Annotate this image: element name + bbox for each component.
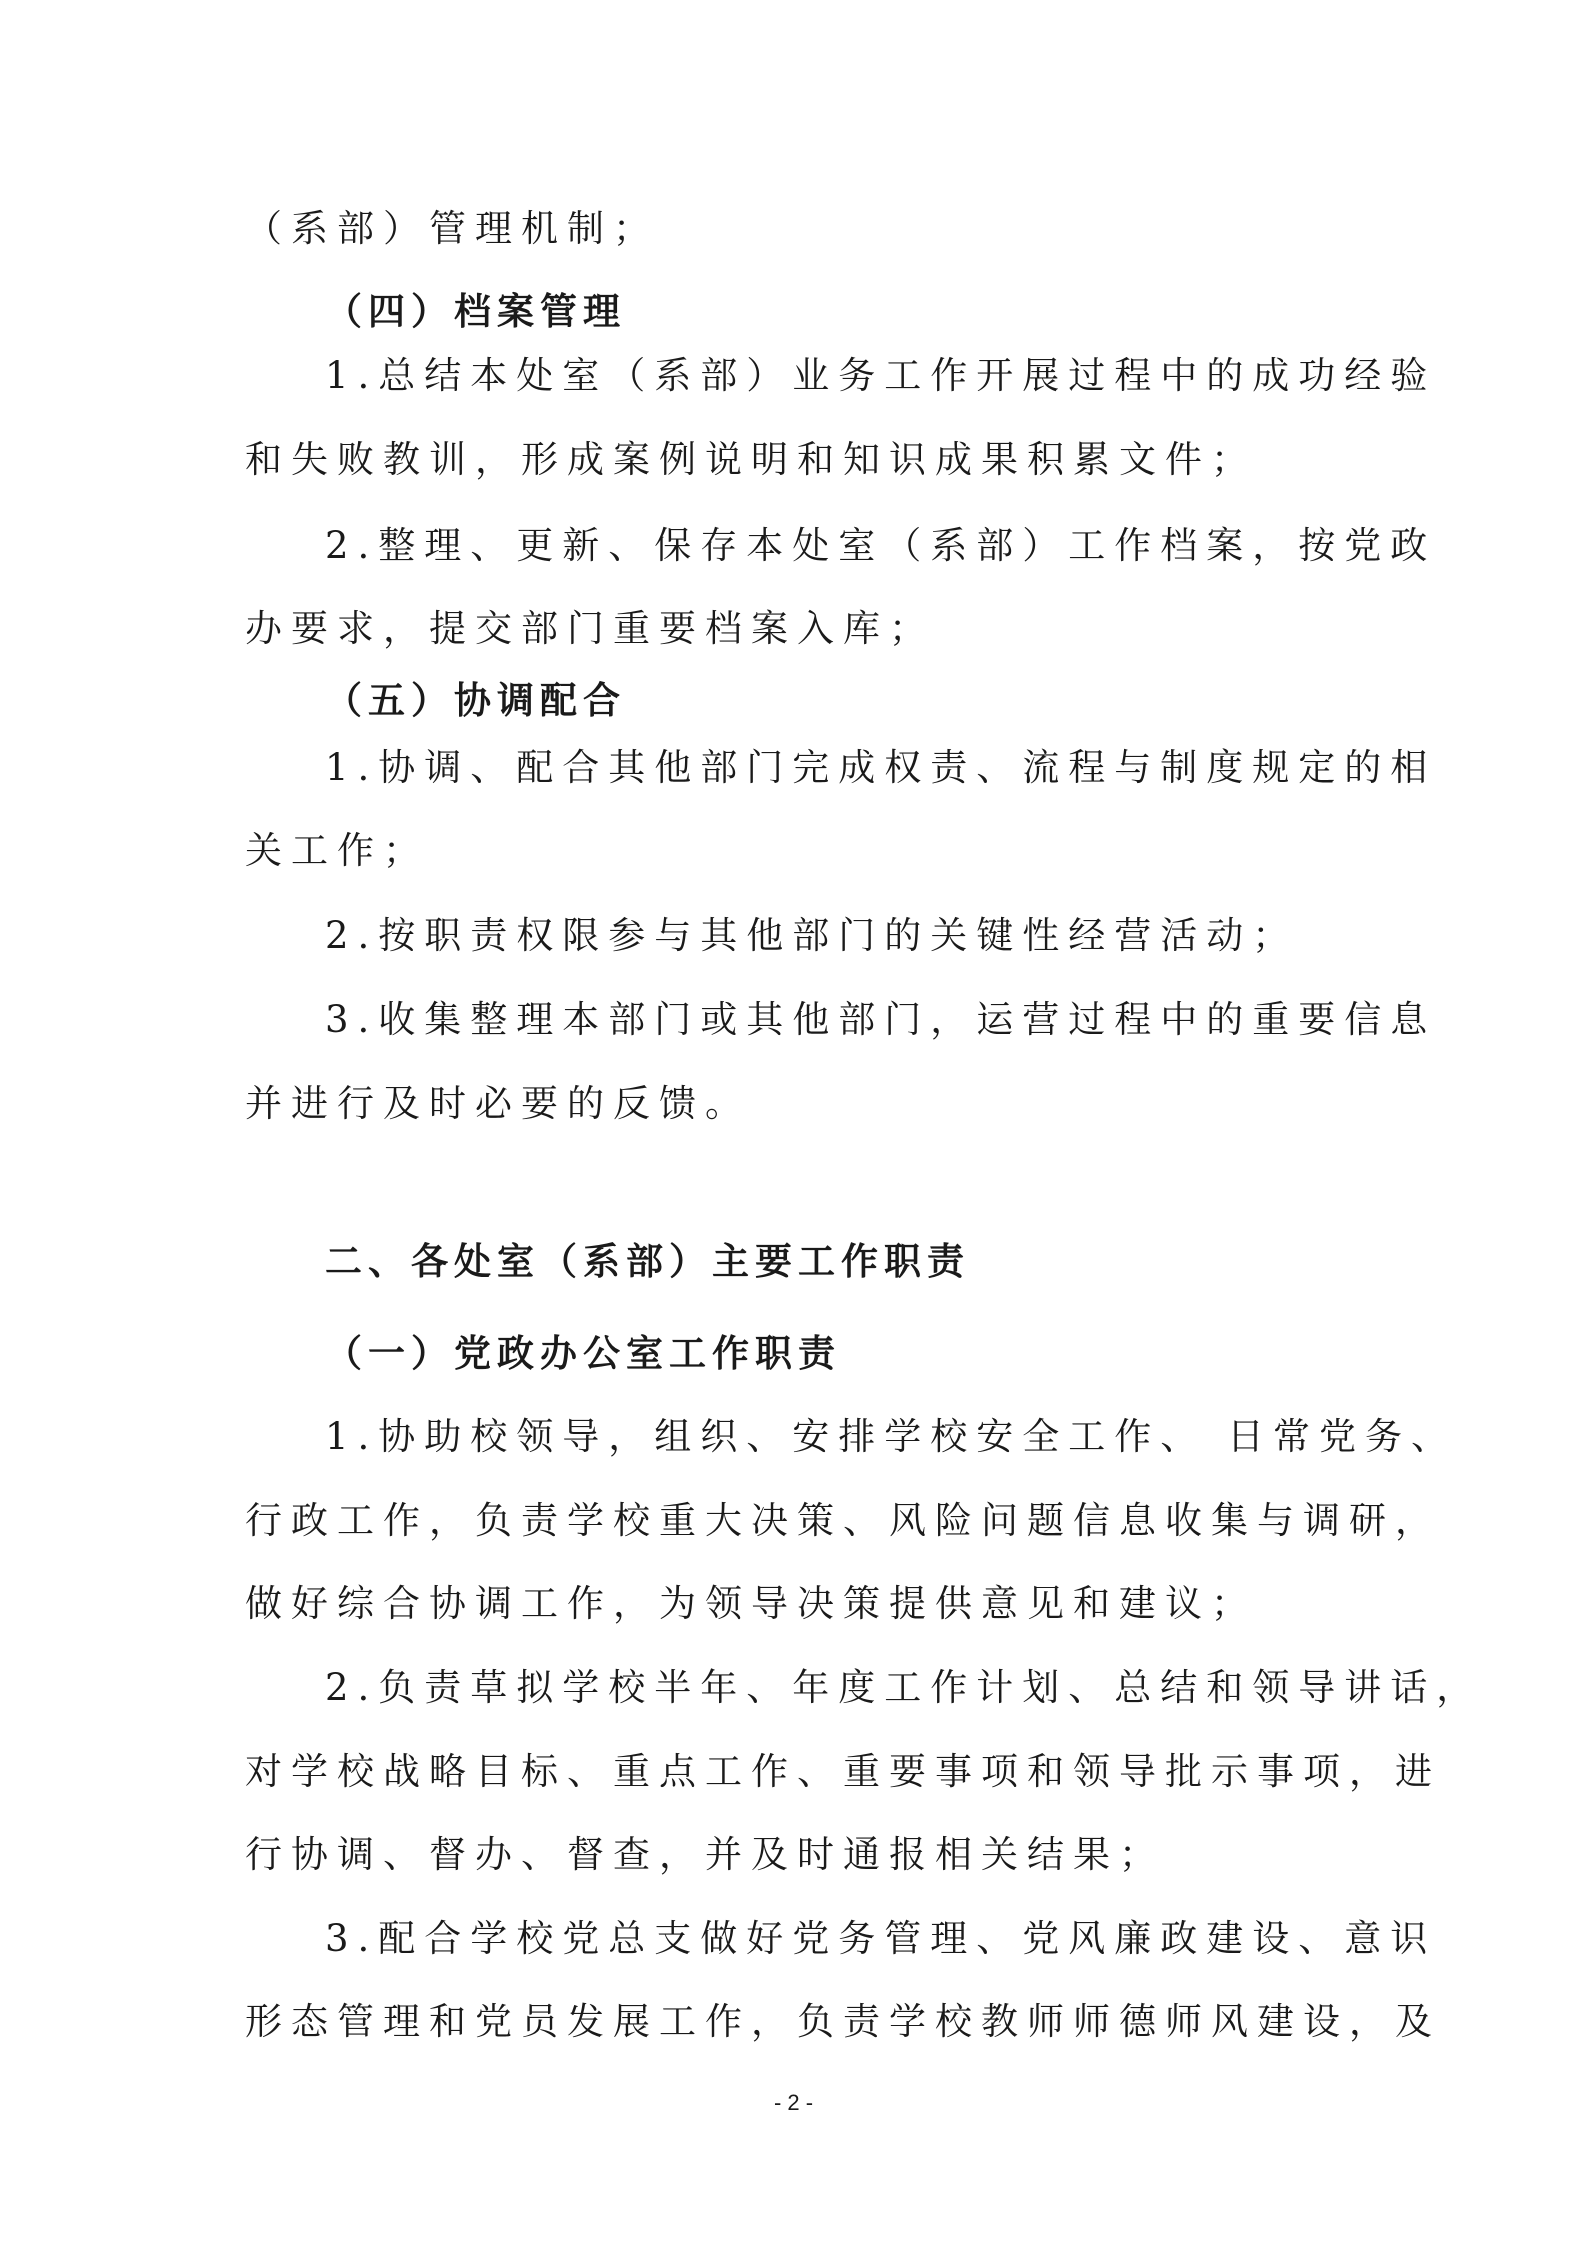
text-line: 做好综合协调工作，为领导决策提供意见和建议；: [245, 1582, 1257, 1625]
text-line: 2.负责草拟学校半年、年度工作计划、总结和领导讲话，: [325, 1666, 1483, 1709]
text-line: 3.收集整理本部门或其他部门，运营过程中的重要信息: [325, 998, 1437, 1041]
text-line: 1.协助校领导，组织、安排学校安全工作、 日常党务、: [325, 1415, 1458, 1458]
subsection-heading: （一）党政办公室工作职责: [325, 1332, 841, 1375]
text-line: 2.整理、更新、保存本处室（系部）工作档案，按党政: [325, 524, 1437, 567]
text-line: （系部）管理机制；: [245, 207, 659, 250]
text-line: 和失败教训，形成案例说明和知识成果积累文件；: [245, 438, 1257, 481]
subsection-heading: （四）档案管理: [325, 290, 626, 333]
text-line: 1.协调、配合其他部门完成权责、流程与制度规定的相: [325, 746, 1437, 789]
text-line: 1.总结本处室（系部）业务工作开展过程中的成功经验: [325, 354, 1437, 397]
text-line: 形态管理和党员发展工作，负责学校教师师德师风建设，及: [245, 2000, 1441, 2043]
text-line: 关工作；: [245, 829, 429, 872]
text-line: 3.配合学校党总支做好党务管理、党风廉政建设、意识: [325, 1917, 1437, 1960]
text-line: 行协调、督办、督查，并及时通报相关结果；: [245, 1833, 1165, 1876]
text-line: 2.按职责权限参与其他部门的关键性经营活动；: [325, 914, 1299, 957]
text-line: 对学校战略目标、重点工作、重要事项和领导批示事项，进: [245, 1750, 1441, 1793]
page-number: - 2 -: [773, 2090, 814, 2115]
subsection-heading: （五）协调配合: [325, 679, 626, 722]
section-heading: 二、各处室（系部）主要工作职责: [325, 1240, 970, 1283]
text-line: 行政工作，负责学校重大决策、风险问题信息收集与调研，: [245, 1499, 1441, 1542]
text-line: 并进行及时必要的反馈。: [245, 1082, 751, 1125]
text-line: 办要求，提交部门重要档案入库；: [245, 607, 935, 650]
